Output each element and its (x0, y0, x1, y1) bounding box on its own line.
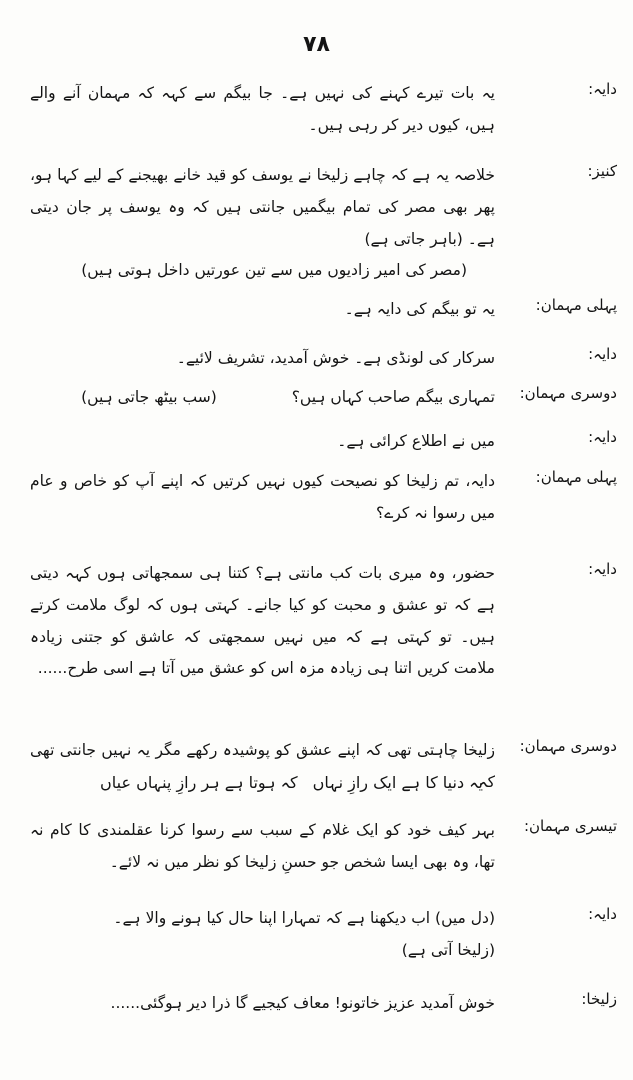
verse-second-half: کہ ہوتا ہے ہر رازِ پنہاں عیاں (100, 773, 298, 792)
dialogue-entry (30, 988, 617, 1020)
speaker-name: دوسری مہمان: (519, 737, 617, 755)
stage-direction: (زلیخا آتی ہے) (401, 940, 495, 959)
verse-couplet (100, 773, 483, 792)
dialogue-text: تمہاری بیگم صاحب کہاں ہیں؟ (291, 388, 495, 406)
speaker-name: دایہ: (588, 345, 617, 363)
dialogue-entry (30, 466, 617, 530)
dialogue-text: زلیخا چاہتی تھی کہ اپنے عشق کو پوشیدہ رکھے مگر یہ نہیں جانتی تھی کہ (30, 741, 495, 791)
dialogue-text: دایہ، تم زلیخا کو نصیحت کیوں نہیں کرتیں کہ اپنے آپ کو خاص و عام میں رسوا نہ کرے؟ (30, 472, 495, 522)
dialogue-text: یہ تو بیگم کی دایہ ہے۔ (344, 300, 495, 318)
speaker-name: دایہ: (588, 80, 617, 98)
speaker-name: دایہ: (588, 428, 617, 446)
dialogue-entry (30, 426, 617, 458)
dialogue-text: یہ بات تیرے کہنے کی نہیں ہے۔ جا بیگم سے کہہ کہ مہمان آنے والے ہیں، کیوں دیر کر رہی ہیں۔ (30, 84, 495, 134)
page-number: ۷۸ (303, 32, 330, 57)
stage-direction: (سب بیٹھ جاتی ہیں) (81, 388, 217, 406)
dialogue-text: سرکار کی لونڈی ہے۔ خوش آمدید، تشریف لائیے۔ (176, 349, 495, 367)
dialogue-text: خلاصہ یہ ہے کہ چاہے زلیخا نے یوسف کو قید خانے بھیجنے کے لیے کہا ہو، پھر بھی مصر کی تمام بیگمیں جانتی ہیں کہ وہ یوسف پر جان دیتی ہے۔ (باہر جاتی ہے) (30, 166, 495, 248)
dialogue-entry (30, 294, 617, 326)
speaker-name: تیسری مہمان: (523, 817, 617, 835)
dialogue-text: میں نے اطلاع کرائی ہے۔ (337, 432, 495, 450)
dialogue-block (30, 160, 495, 287)
speaker-name: دوسری مہمان: (519, 384, 617, 402)
dialogue-block (30, 903, 495, 967)
speaker-name: زلیخا: (581, 990, 617, 1008)
dialogue-text: حضور، وہ میری بات کب مانتی ہے؟ کتنا ہی سمجھاتی ہوں کہہ دیتی ہے کہ تو عشق و محبت کو کیا جانے۔ کہتی ہوں کہ لوگ ملامت کرتے ہیں۔ تو کہتی ہے کہ میں نہیں سمجھتی کہ عاشق کو جتنی زیادہ ملامت کریں اتنا ہی زیادہ مزہ اس کو عشق میں آتا ہے اسی طرح...... (30, 564, 495, 678)
dialogue-block (30, 382, 495, 414)
dialogue-entry (30, 815, 617, 879)
stage-direction: (مصر کی امیر زادیوں میں سے تین عورتیں داخل ہوتی ہیں) (81, 261, 467, 280)
dialogue-entry (30, 558, 617, 685)
verse-first-half: یہ دنیا کا ہے ایک رازِ نہاں (312, 773, 483, 792)
dialogue-entry (30, 160, 617, 287)
speaker-name: کنیز: (587, 162, 617, 180)
dialogue-entry (30, 343, 617, 375)
speaker-name: دایہ: (588, 560, 617, 578)
dialogue-text: خوش آمدید عزیز خاتونو! معاف کیجیے گا ذرا دیر ہوگئی...... (110, 994, 495, 1012)
dialogue-entry (30, 78, 617, 142)
dialogue-text: (دل میں) اب دیکھنا ہے کہ تمہارا اپنا حال کیا ہونے والا ہے۔ (113, 909, 495, 927)
speaker-name: پہلی مہمان: (535, 468, 617, 486)
dialogue-entry (30, 382, 617, 414)
speaker-name: دایہ: (588, 905, 617, 923)
speaker-name: پہلی مہمان: (535, 296, 617, 314)
dialogue-text: بہر کیف خود کو ایک غلام کے سبب سے رسوا کرنا عقلمندی کا کام نہ تھا، وہ بھی ایسا شخص جو حسنِ زلیخا کو نظر میں نہ لائے۔ (30, 821, 495, 871)
dialogue-entry (30, 903, 617, 967)
